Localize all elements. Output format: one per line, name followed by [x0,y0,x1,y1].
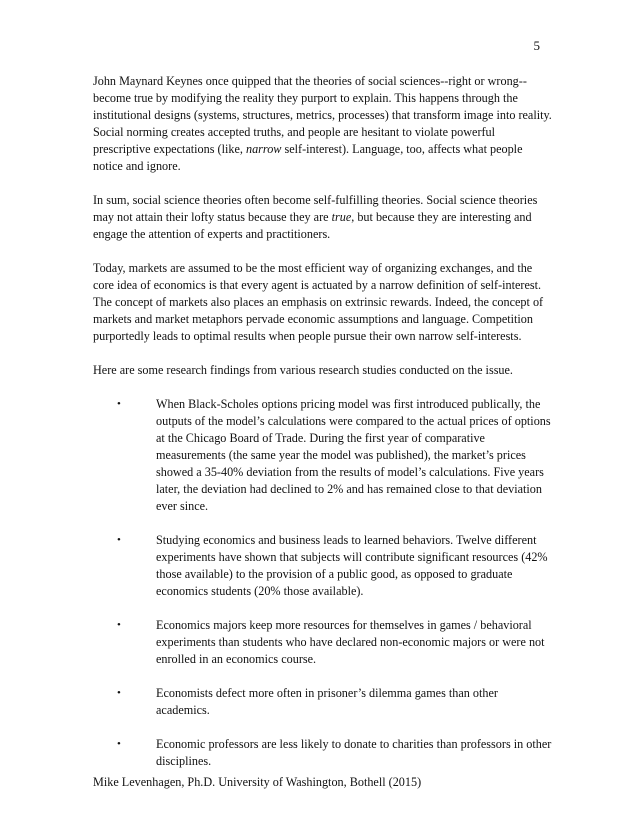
list-item-text: Economics majors keep more resources for themselves in games / behavioral experiments than students who have declared non-economic majors or were not enrolled in an economics course. [156,618,545,666]
bullet-icon: • [117,534,121,546]
list-item [117,396,553,515]
emphasis-text: narrow [245,142,282,156]
list-item [117,736,553,770]
page-number: 5 [533,38,540,53]
bullet-icon: • [117,738,121,750]
list-item-text: Economists defect more often in prisoner’s dilemma games than other academics. [156,686,498,717]
paragraph-keynes [93,73,553,175]
list-item [117,617,553,668]
list-item [117,532,553,600]
list-item-text: Economic professors are less likely to donate to charities than professors in other disciplines. [156,737,552,768]
bullet-icon: • [117,398,121,410]
emphasis-text: true [331,210,352,224]
findings-list [93,396,553,770]
paragraph-findings-intro: Here are some research findings from various research studies conducted on the issue. [93,363,513,377]
body-text [93,73,553,787]
list-item [117,685,553,719]
paragraph-text: In sum, social science theories often become self-fulfilling theories. Social science theories may not attain their lofty status because they are [93,193,538,224]
paragraph-self-fulfilling [93,192,553,243]
paragraph-text-continued: self-interest). Language, too, affects what people notice and ignore. [93,142,523,173]
bullet-icon: • [117,619,121,631]
list-item-text: Studying economics and business leads to learned behaviors. Twelve different experiments have shown that subjects will contribute significant resources (42% those available) to the provision of a public good, as opposed to graduate economics students (20% those available). [156,533,548,598]
page-footer: Mike Levenhagen, Ph.D. University of Washington, Bothell (2015) [93,775,422,789]
bullet-icon: • [117,687,121,699]
paragraph-text-continued: , but because they are interesting and engage the attention of experts and practitioners. [93,210,532,241]
paragraph-text: John Maynard Keynes once quipped that the theories of social sciences--right or wrong--become true by modifying the reality they purport to explain. This happens through the institutional designs (systems, structures, metrics, processes) that transform image into reality. Social norming creates accepted truths, and people are hesitant to violate powerful prescriptive expectations (like, [93,74,552,156]
list-item-text: When Black-Scholes options pricing model was first introduced publically, the outputs of the model’s calculations were compared to the actual prices of options at the Chicago Board of Trade. During the first year of comparative measurements (the same year the model was published), the market’s prices showed a 35-40% deviation from the results of model’s calculations. Five years later, the deviation had declined to 2% and has remained close to that deviation ever since. [156,397,551,513]
paragraph-markets: Today, markets are assumed to be the most efficient way of organizing exchanges, and the core idea of economics is that every agent is actuated by a narrow definition of self-interest. The concept of markets also places an emphasis on extrinsic rewards. Indeed, the concept of markets and market metaphors pervade economic assumptions and language. Competition purportedly leads to optimal results when people pursue their own narrow self-interests. [93,261,544,343]
